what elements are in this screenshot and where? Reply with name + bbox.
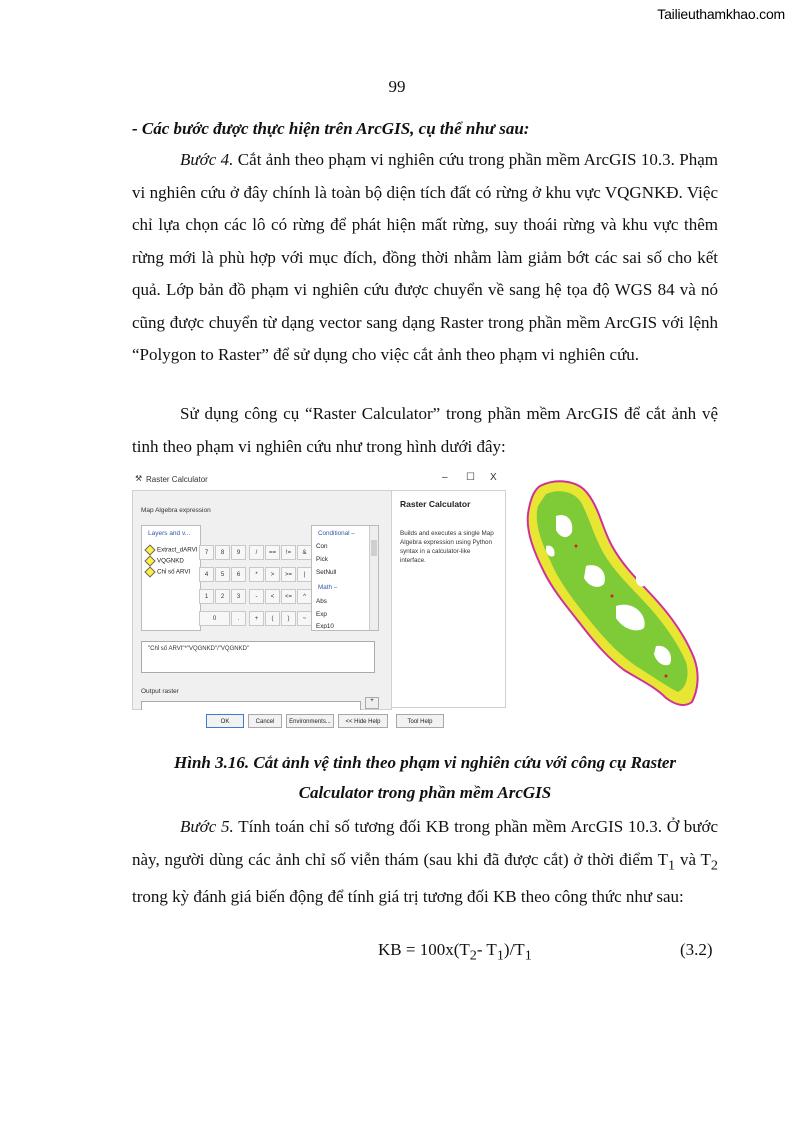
layers-header: Layers and v... [148,530,191,537]
key-button[interactable]: 2 [215,589,230,604]
key-button[interactable]: 7 [199,545,214,560]
step-label: Bước 5. [180,817,234,836]
expression-input[interactable]: "Chỉ số ARVI"*"VQGNKD"/"VQGNKD" [141,641,375,673]
key-button[interactable]: 1 [199,589,214,604]
key-button[interactable]: == [265,545,280,560]
step-label: Bước 4. [180,150,234,169]
window-titlebar [132,468,506,490]
scrollbar-thumb[interactable] [371,540,377,556]
key-button[interactable]: ) [281,611,296,626]
key-button[interactable]: 4 [199,567,214,582]
watermark: Tailieuthamkhao.com [657,6,785,22]
browse-folder-icon[interactable]: + [365,697,379,709]
subscript: 2 [710,856,718,873]
key-button[interactable]: 9 [231,545,246,560]
raster-layer-icon [144,555,155,566]
layer-item[interactable] [146,568,190,576]
map-algebra-label: Map Algebra expression [141,507,211,514]
formula-kb [378,940,532,964]
function-item[interactable]: Pick [316,556,328,563]
layer-label: Chỉ số ARVI [157,568,191,576]
function-group-header[interactable]: Conditional – [318,530,355,537]
key-button[interactable]: . [231,611,246,626]
change-point [611,595,614,598]
study-area-map [516,476,712,712]
hammer-icon: ⚒ [135,474,143,483]
key-button[interactable]: / [249,545,264,560]
key-button[interactable]: 6 [231,567,246,582]
key-button[interactable]: * [249,567,264,582]
help-title: Raster Calculator [400,499,471,509]
raster-layer-icon [144,566,155,577]
key-button[interactable]: >= [281,567,296,582]
layer-item[interactable] [146,546,197,554]
key-button[interactable]: + [249,611,264,626]
function-item[interactable]: Exp [316,611,327,618]
maximize-button[interactable]: ☐ [466,472,475,483]
key-button[interactable]: - [249,589,264,604]
output-raster-label: Output raster [141,688,179,695]
raster-calculator-screenshot [132,468,506,736]
figure-caption [120,748,730,808]
key-button[interactable]: 8 [215,545,230,560]
help-description: Builds and executes a single Map Algebra expression using Python syntax in a calculator-like interface. [400,530,494,564]
key-button[interactable]: 5 [215,567,230,582]
environments-button[interactable]: Environments... [286,714,334,728]
hide-help-button[interactable]: << Hide Help [338,714,388,728]
ok-button[interactable]: OK [206,714,244,728]
key-button[interactable]: | [297,567,312,582]
raster-layer-icon [144,544,155,555]
function-item[interactable]: Con [316,543,328,550]
key-button[interactable]: ^ [297,589,312,604]
layer-label: VQGNKD [157,557,184,565]
key-button[interactable]: & [297,545,312,560]
formula-part: - T [476,940,497,959]
caption-line-2: Calculator trong phần mềm ArcGIS [298,783,552,802]
subscript: 1 [524,947,532,964]
functions-scrollbar[interactable] [369,526,378,630]
tool-help-button[interactable]: Tool Help [396,714,444,728]
section-heading: - Các bước được thực hiện trên ArcGIS, cụ thể như sau: [132,119,530,138]
paragraph-text: trong kỳ đánh giá biến động để tính giá trị tương đối KB theo công thức như sau: [132,887,684,907]
subscript: 2 [469,947,477,964]
layer-label: Extract_dARVI [157,546,198,554]
paragraph-raster-calculator: Sử dụng công cụ “Raster Calculator” trong phần mềm ArcGIS để cắt ảnh vệ tinh theo phạm vi nghiên cứu như trong hình dưới đây: [132,404,718,456]
change-point [575,545,578,548]
formula-part: KB = 100x(T [378,940,470,959]
key-button[interactable]: > [265,567,280,582]
help-panel [391,490,506,708]
paragraph-step-5 [132,811,718,914]
layer-item[interactable] [146,557,184,565]
layers-list[interactable] [141,525,201,631]
close-button[interactable]: X [490,472,497,483]
page-number: 99 [388,77,406,96]
window-title: Raster Calculator [146,475,208,484]
key-button[interactable]: 3 [231,589,246,604]
subscript: 1 [496,947,504,964]
function-item[interactable]: Abs [316,598,327,605]
key-button[interactable]: ( [265,611,280,626]
caption-line-1: Hình 3.16. Cắt ảnh vệ tinh theo phạm vi nghiên cứu với công cụ Raster [174,753,676,772]
subscript: 1 [668,856,676,873]
paragraph-text: Tính toán chỉ số tương đối KB trong phần mềm ArcGIS 10.3. Ở bước này, người dùng các ảnh chỉ số viễn thám (sau khi đã được cắt) ở thời điểm T [132,817,719,869]
key-button[interactable]: < [265,589,280,604]
dialog-main-panel [132,490,392,710]
output-raster-input[interactable] [141,701,361,710]
minimize-button[interactable]: – [442,472,448,483]
paragraph-text: và T [675,849,711,869]
paragraph-step-4 [132,144,718,372]
cancel-button[interactable]: Cancel [248,714,282,728]
key-button[interactable]: 0 [199,611,230,626]
key-button[interactable]: != [281,545,296,560]
function-group-header[interactable]: Math – [318,584,338,591]
key-button[interactable]: ~ [297,611,312,626]
functions-list[interactable] [311,525,379,631]
paragraph-text: Cắt ảnh theo phạm vi nghiên cứu trong phần mềm ArcGIS 10.3. Phạm vi nghiên cứu ở đây chính là toàn bộ diện tích đất có rừng ở khu vực VQGNKĐ. Việc chỉ lựa chọn các lô có rừng để phát hiện mất rừng, suy thoái rừng và khu vực thêm rừng mới là phù hợp với mục đích, đồng thời nhằm làm giảm bớt các sai số cho kết quả. Lớp bản đồ phạm vi nghiên cứu được chuyển về sang hệ tọa độ WGS 84 và nó cũng được chuyển từ dạng vector sang dạng Raster trong phần mềm ArcGIS với lệnh “Polygon to Raster” để sử dụng cho việc cắt ảnh theo phạm vi nghiên cứu. [132,150,718,364]
formula-part: )/T [503,940,525,959]
function-item[interactable]: Exp10 [316,623,334,629]
formula-number: (3.2) [680,940,713,959]
function-item[interactable]: SetNull [316,569,337,576]
key-button[interactable]: <= [281,589,296,604]
change-point [665,675,668,678]
